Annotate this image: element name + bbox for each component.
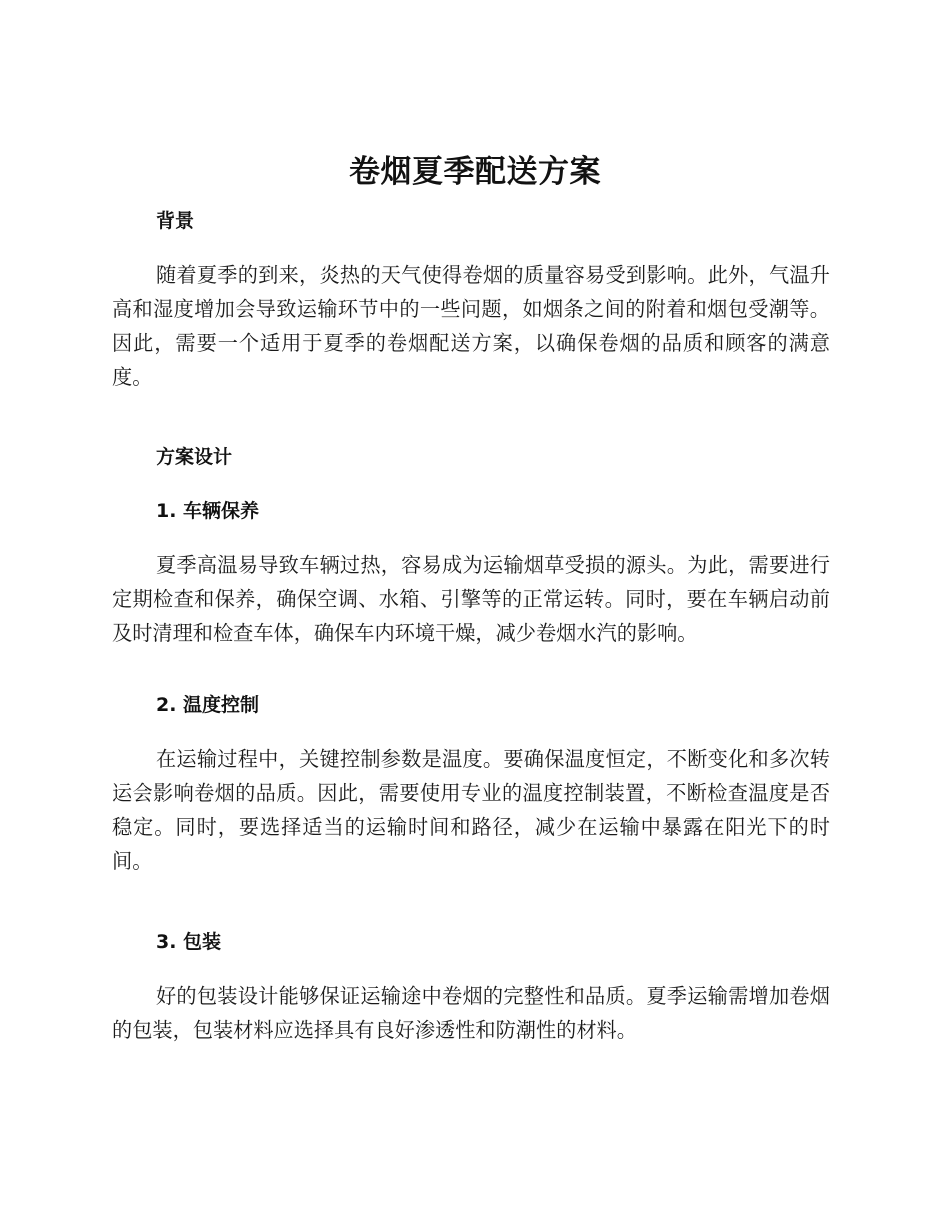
section-paragraph-vehicle-maintenance: 夏季高温易导致车辆过热，容易成为运输烟草受损的源头。为此，需要进行定期检查和保养，确保空调、水箱、引擎等的正常运转。同时，要在车辆启动前及时清理和检查车体，确保车内环境干燥，减少卷烟水汽的影响。	[112, 553, 830, 645]
section-heading-packaging: 3. 包装	[156, 931, 222, 953]
section-heading-plan-design: 方案设计	[156, 446, 233, 468]
section-paragraph-background: 随着夏季的到来，炎热的天气使得卷烟的质量容易受到影响。此外，气温升高和湿度增加会导致运输环节中的一些问题，如烟条之间的附着和烟包受潮等。因此，需要一个适用于夏季的卷烟配送方案，以确保卷烟的品质和顾客的满意度。	[112, 263, 830, 389]
section-heading-background: 背景	[156, 210, 195, 232]
document-title: 卷烟夏季配送方案	[349, 154, 601, 190]
section-paragraph-temperature-control: 在运输过程中，关键控制参数是温度。要确保温度恒定，不断变化和多次转运会影响卷烟的品质。因此，需要使用专业的温度控制装置，不断检查温度是否稳定。同时，要选择适当的运输时间和路径，减少在运输中暴露在阳光下的时间。	[112, 747, 830, 873]
section-paragraph-packaging: 好的包装设计能够保证运输途中卷烟的完整性和品质。夏季运输需增加卷烟的包装，包装材料应选择具有良好渗透性和防潮性的材料。	[112, 984, 830, 1042]
section-heading-temperature-control: 2. 温度控制	[156, 694, 260, 716]
section-heading-vehicle-maintenance: 1. 车辆保养	[156, 500, 260, 522]
